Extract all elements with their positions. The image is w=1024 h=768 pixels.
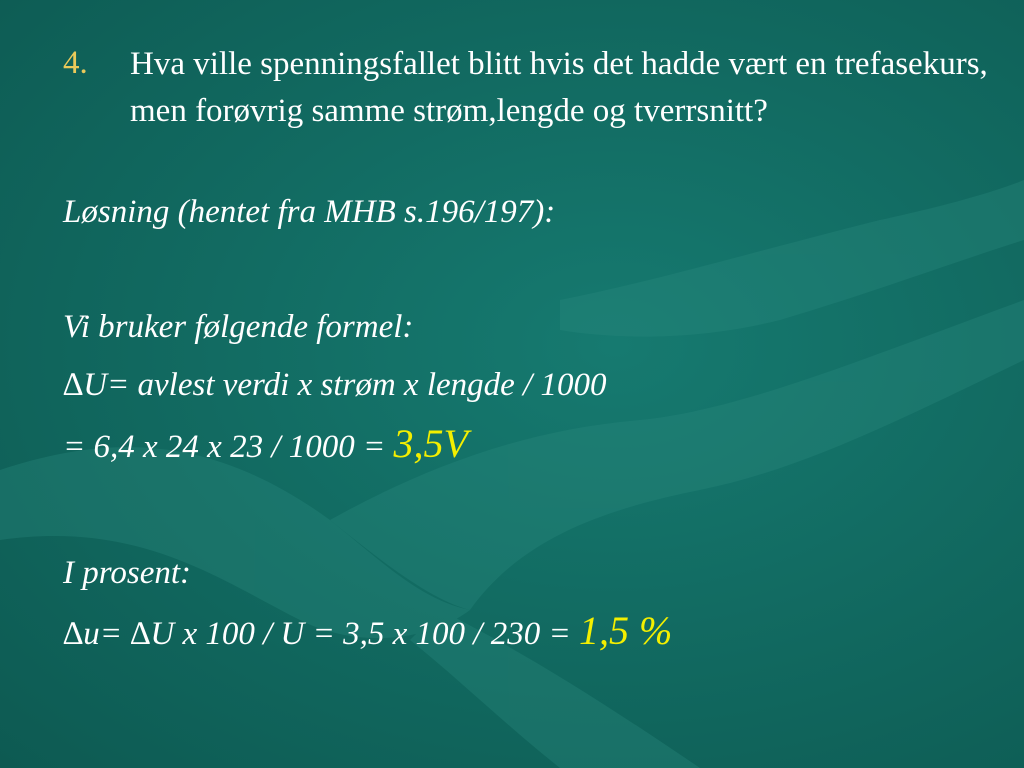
percent-result: 1,5 % [578, 608, 673, 653]
question-text: Hva ville spenningsfallet blitt hvis det hadde vært en trefasekurs, men forøvrig samme strøm,lengde og tverrsnitt? [130, 46, 988, 129]
calculation-result: 3,5V [393, 421, 468, 466]
list-item-number: 4. [63, 45, 88, 81]
formula-intro: Vi bruker følgende formel: [63, 309, 414, 345]
calculation-line [63, 422, 468, 469]
solution-heading: Løsning (hentet fra MHB s.196/197): [63, 194, 556, 230]
percent-heading: I prosent: [63, 555, 192, 591]
percent-line [63, 609, 672, 656]
percent-prefix: ∆u= ∆U x 100 / U = 3,5 x 100 / 230 = [63, 616, 579, 652]
formula-line: ∆U= avlest verdi x strøm x lengde / 1000 [63, 367, 607, 403]
calculation-prefix: = 6,4 x 24 x 23 / 1000 = [63, 429, 394, 465]
